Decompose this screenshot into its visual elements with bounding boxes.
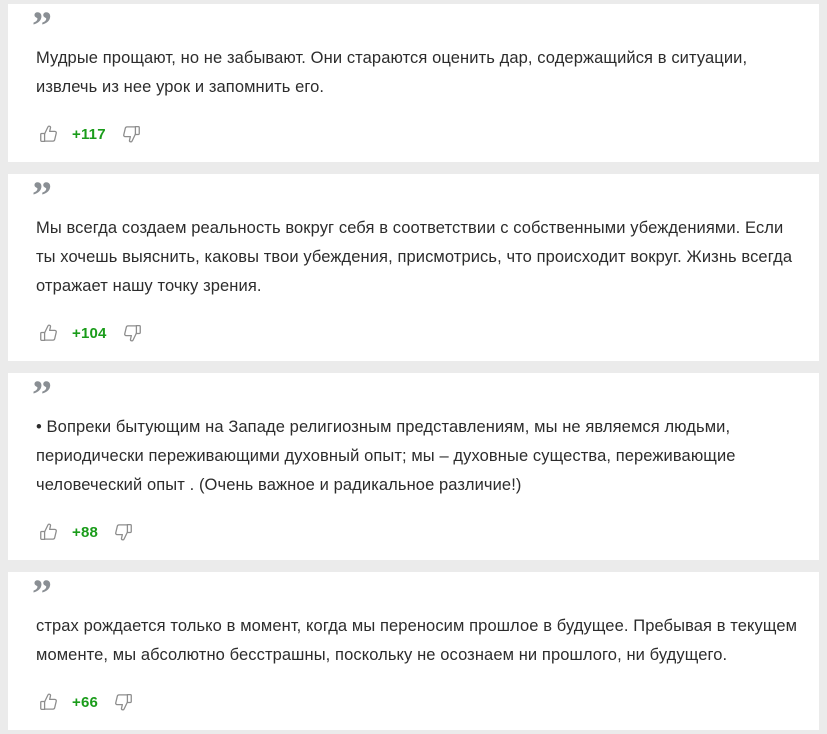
thumbs-up-icon[interactable] (36, 121, 62, 147)
quote-card (8, 373, 819, 560)
thumbs-down-icon[interactable] (118, 121, 144, 147)
rating-row (36, 688, 799, 716)
thumbs-up-icon[interactable] (36, 689, 62, 715)
thumbs-down-icon[interactable] (110, 689, 136, 715)
rating-row (36, 518, 799, 546)
quote-mark-icon: ” (32, 3, 52, 48)
rating-count: +117 (72, 125, 106, 143)
rating-count: +88 (72, 523, 99, 541)
thumbs-up-icon[interactable] (36, 320, 62, 346)
rating-count: +104 (72, 324, 107, 342)
thumbs-up-icon[interactable] (36, 519, 62, 545)
quote-mark-icon: ” (32, 173, 52, 218)
quote-card (8, 174, 819, 361)
rating-row (36, 319, 799, 347)
quote-mark-icon: ” (32, 571, 52, 616)
thumbs-down-icon[interactable] (119, 320, 145, 346)
quote-text: страх рождается только в момент, когда мы переносим прошлое в будущее. Пребывая в текущем моменте, мы абсолютно бесстрашны, поскольку не осознаем ни прошлого, ни будущего. (36, 617, 798, 664)
rating-row (36, 120, 799, 148)
quote-mark-icon: ” (32, 372, 52, 417)
quote-text: • Вопреки бытующим на Западе религиозным представлениям, мы не являемся людьми, периодически переживающими духовный опыт; мы – духовные существа, переживающие человеческий опыт . (Очень важное и радикальное различие!) (36, 418, 736, 494)
rating-count: +66 (72, 693, 99, 711)
quote-card (8, 4, 819, 162)
quote-text: Мы всегда создаем реальность вокруг себя в соответствии с собственными убеждениями. Если ты хочешь выяснить, каковы твои убеждения, присмотрись, что происходит вокруг. Жизнь всегда отражает нашу точку зрения. (36, 219, 793, 295)
thumbs-down-icon[interactable] (110, 519, 136, 545)
quote-text: Мудрые прощают, но не забывают. Они стараются оценить дар, содержащийся в ситуации, извлечь из нее урок и запомнить его. (36, 49, 748, 96)
quote-card (8, 572, 819, 730)
